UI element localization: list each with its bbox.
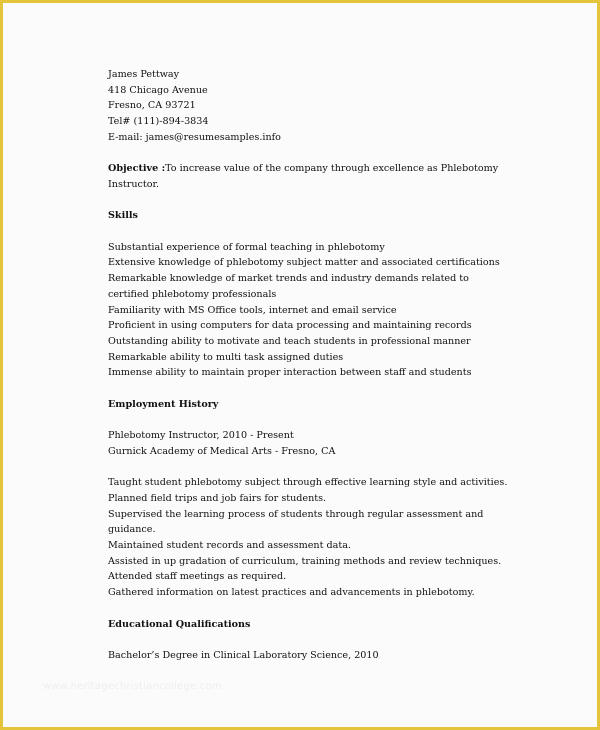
spacer — [108, 601, 548, 617]
spacer — [108, 632, 548, 648]
contact-city: Fresno, CA 93721 — [108, 100, 196, 112]
education-heading: Educational Qualifications — [108, 618, 251, 630]
duty-item: Taught student phlebotomy subject through effective learning style and activities. — [108, 477, 508, 489]
spacer — [108, 381, 548, 397]
spacer — [108, 224, 548, 240]
duties-list — [108, 475, 548, 601]
duty-item: Supervised the learning process of students through regular assessment and — [108, 508, 484, 520]
skills-list — [108, 240, 548, 381]
skill-item: Remarkable ability to multi task assigned duties — [108, 351, 344, 363]
watermark: www.heritagechristiancollege.com — [43, 681, 222, 692]
duty-item: Assisted in up gradation of curriculum, training methods and review techniques. — [108, 555, 502, 567]
job-organization: Gurnick Academy of Medical Arts - Fresno, CA — [108, 445, 336, 457]
skills-heading: Skills — [108, 210, 138, 222]
contact-name: James Pettway — [108, 69, 180, 80]
duty-item: Gathered information on latest practices and advancements in phlebotomy. — [108, 587, 475, 599]
objective-text: To increase value of the company through excellence as Phlebotomy — [165, 163, 499, 175]
duty-item: Planned field trips and job fairs for students. — [108, 492, 327, 504]
skill-item: certified phlebotomy professionals — [108, 288, 277, 300]
duty-item: Maintained student records and assessment data. — [108, 540, 351, 551]
resume-document — [108, 67, 548, 664]
skill-item: Familiarity with MS Office tools, internet and email service — [108, 304, 397, 316]
skill-item: Immense ability to maintain proper interaction between staff and students — [108, 367, 472, 379]
contact-phone: Tel# (111)-894-3834 — [108, 116, 209, 128]
skill-item: Extensive knowledge of phlebotomy subject matter and associated certifications — [108, 257, 500, 269]
spacer — [108, 146, 548, 162]
skill-item: Proficient in using computers for data processing and maintaining records — [108, 320, 472, 332]
degree-entry: Bachelor’s Degree in Clinical Laboratory Science, 2010 — [108, 649, 379, 661]
skill-item: Outstanding ability to motivate and teach students in professional manner — [108, 335, 471, 347]
duty-item: Attended staff meetings as required. — [108, 571, 287, 583]
objective-label: Objective : — [108, 163, 166, 175]
spacer — [108, 460, 548, 476]
employment-heading: Employment History — [108, 398, 219, 410]
objective-line — [108, 161, 548, 177]
spacer — [108, 412, 548, 428]
contact-address: 418 Chicago Avenue — [108, 84, 208, 96]
duty-item: guidance. — [108, 524, 156, 536]
objective-text-continued: Instructor. — [108, 178, 160, 190]
skill-item: Substantial experience of formal teaching in phlebotomy — [108, 241, 385, 253]
contact-email: E-mail: james@resumesamples.info — [108, 131, 281, 143]
skill-item: Remarkable knowledge of market trends and industry demands related to — [108, 273, 469, 285]
job-title: Phlebotomy Instructor, 2010 - Present — [108, 430, 294, 442]
spacer — [108, 193, 548, 209]
